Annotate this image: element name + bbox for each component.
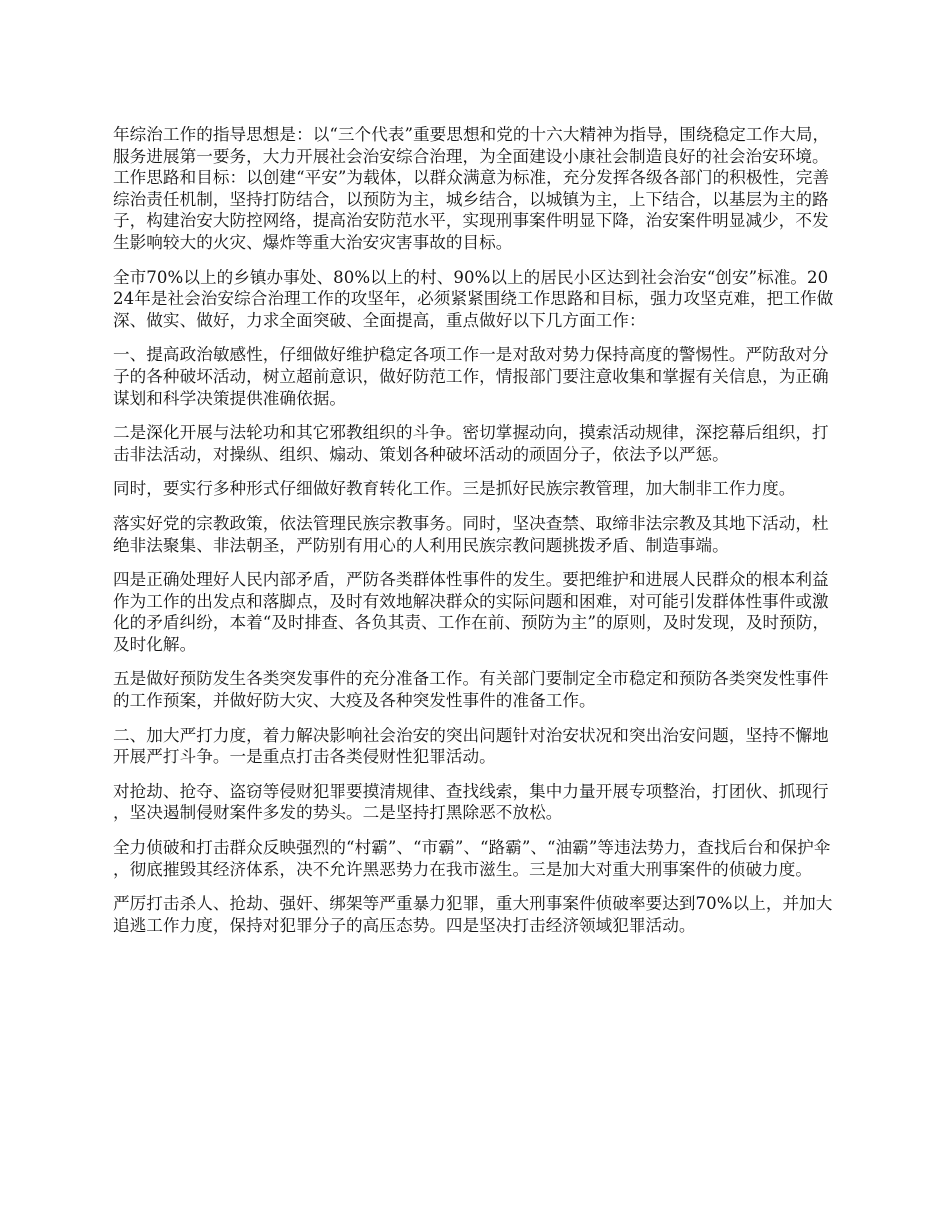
paragraph-5: 同时，要实行多种形式仔细做好教育转化工作。三是抓好民族宗教管理，加大制非工作力度。 [113, 479, 796, 499]
paragraph-6: 落实好党的宗教政策，依法管理民族宗教事务。同时，坚决查禁、取缔非法宗教及其地下活动，杜绝非法聚集、非法朝圣，严防别有用心的人利用民族宗教问题挑拨矛盾、制造事端。 [113, 513, 829, 555]
paragraph-10: 对抢劫、抢夺、盗窃等侵财犯罪要摸清规律、查找线索，集中力量开展专项整治，打团伙、抓现行，坚决遏制侵财案件多发的势头。二是坚持打黑除恶不放松。 [113, 781, 829, 823]
paragraph-7: 四是正确处理好人民内部矛盾，严防各类群体性事件的发生。要把维护和进展人民群众的根本利益作为工作的出发点和落脚点，及时有效地解决群众的实际问题和困难，对可能引发群体性事件或激化的矛盾纠纷，本着“及时排查、各负其责、工作在前、预防为主”的原则，及时发现，及时预防，及时化解。 [113, 570, 830, 654]
paragraph-12: 严厉打击杀人、抢劫、强奸、绑架等严重暴力犯罪，重大刑事案件侦破率要达到70%以上，并加大追逃工作力度，保持对犯罪分子的高压态势。四是坚决打击经济领域犯罪活动。 [113, 894, 833, 935]
paragraph-9: 二、加大严打力度，着力解决影响社会治安的突出问题针对治安状况和突出治安问题，坚持不懈地开展严打斗争。一是重点打击各类侵财性犯罪活动。 [113, 725, 829, 767]
paragraph-3: 一、提高政治敏感性，仔细做好维护稳定各项工作一是对敌对势力保持高度的警惕性。严防敌对分子的各种破坏活动，树立超前意识，做好防范工作，情报部门要注意收集和掌握有关信息，为正确谋划和科学决策提供准确依据。 [113, 345, 829, 408]
paragraph-11: 全力侦破和打击群众反映强烈的“村霸”、“市霸”、“路霸”、“油霸”等违法势力，查找后台和保护伞，彻底摧毁其经济体系，决不允许黑恶势力在我市滋生。三是加大对重大刑事案件的侦破力度。 [113, 838, 831, 879]
document-body [113, 124, 838, 936]
paragraph-8: 五是做好预防发生各类突发事件的充分准备工作。有关部门要制定全市稳定和预防各类突发性事件的工作预案，并做好防大灾、大疫及各种突发性事件的准备工作。 [113, 669, 829, 711]
paragraph-2: 全市70%以上的乡镇办事处、80%以上的村、90%以上的居民小区达到社会治安“创安”标准。2024年是社会治安综合治理工作的攻坚年，必须紧紧围绕工作思路和目标，强力攻坚克难，把工作做深、做实、做好，力求全面突破、全面提高，重点做好以下几方面工作： [113, 267, 834, 330]
paragraph-1: 年综治工作的指导思想是：以“三个代表”重要思想和党的十六大精神为指导，围绕稳定工作大局，服务进展第一要务，大力开展社会治安综合治理，为全面建设小康社会制造良好的社会治安环境。工作思路和目标：以创建“平安”为载体，以群众满意为标准，充分发挥各级各部门的积极性，完善综治责任机制，坚持打防结合，以预防为主，城乡结合，以城镇为主，上下结合，以基层为主的路子，构建治安大防控网络，提高治安防范水平，实现刑事案件明显下降，治安案件明显减少，不发生影响较大的火灾、爆炸等重大治安灾害事故的目标。 [113, 125, 830, 252]
paragraph-4: 二是深化开展与法轮功和其它邪教组织的斗争。密切掌握动向，摸索活动规律，深挖幕后组织，打击非法活动，对操纵、组织、煽动、策划各种破坏活动的顽固分子，依法予以严惩。 [113, 423, 829, 464]
